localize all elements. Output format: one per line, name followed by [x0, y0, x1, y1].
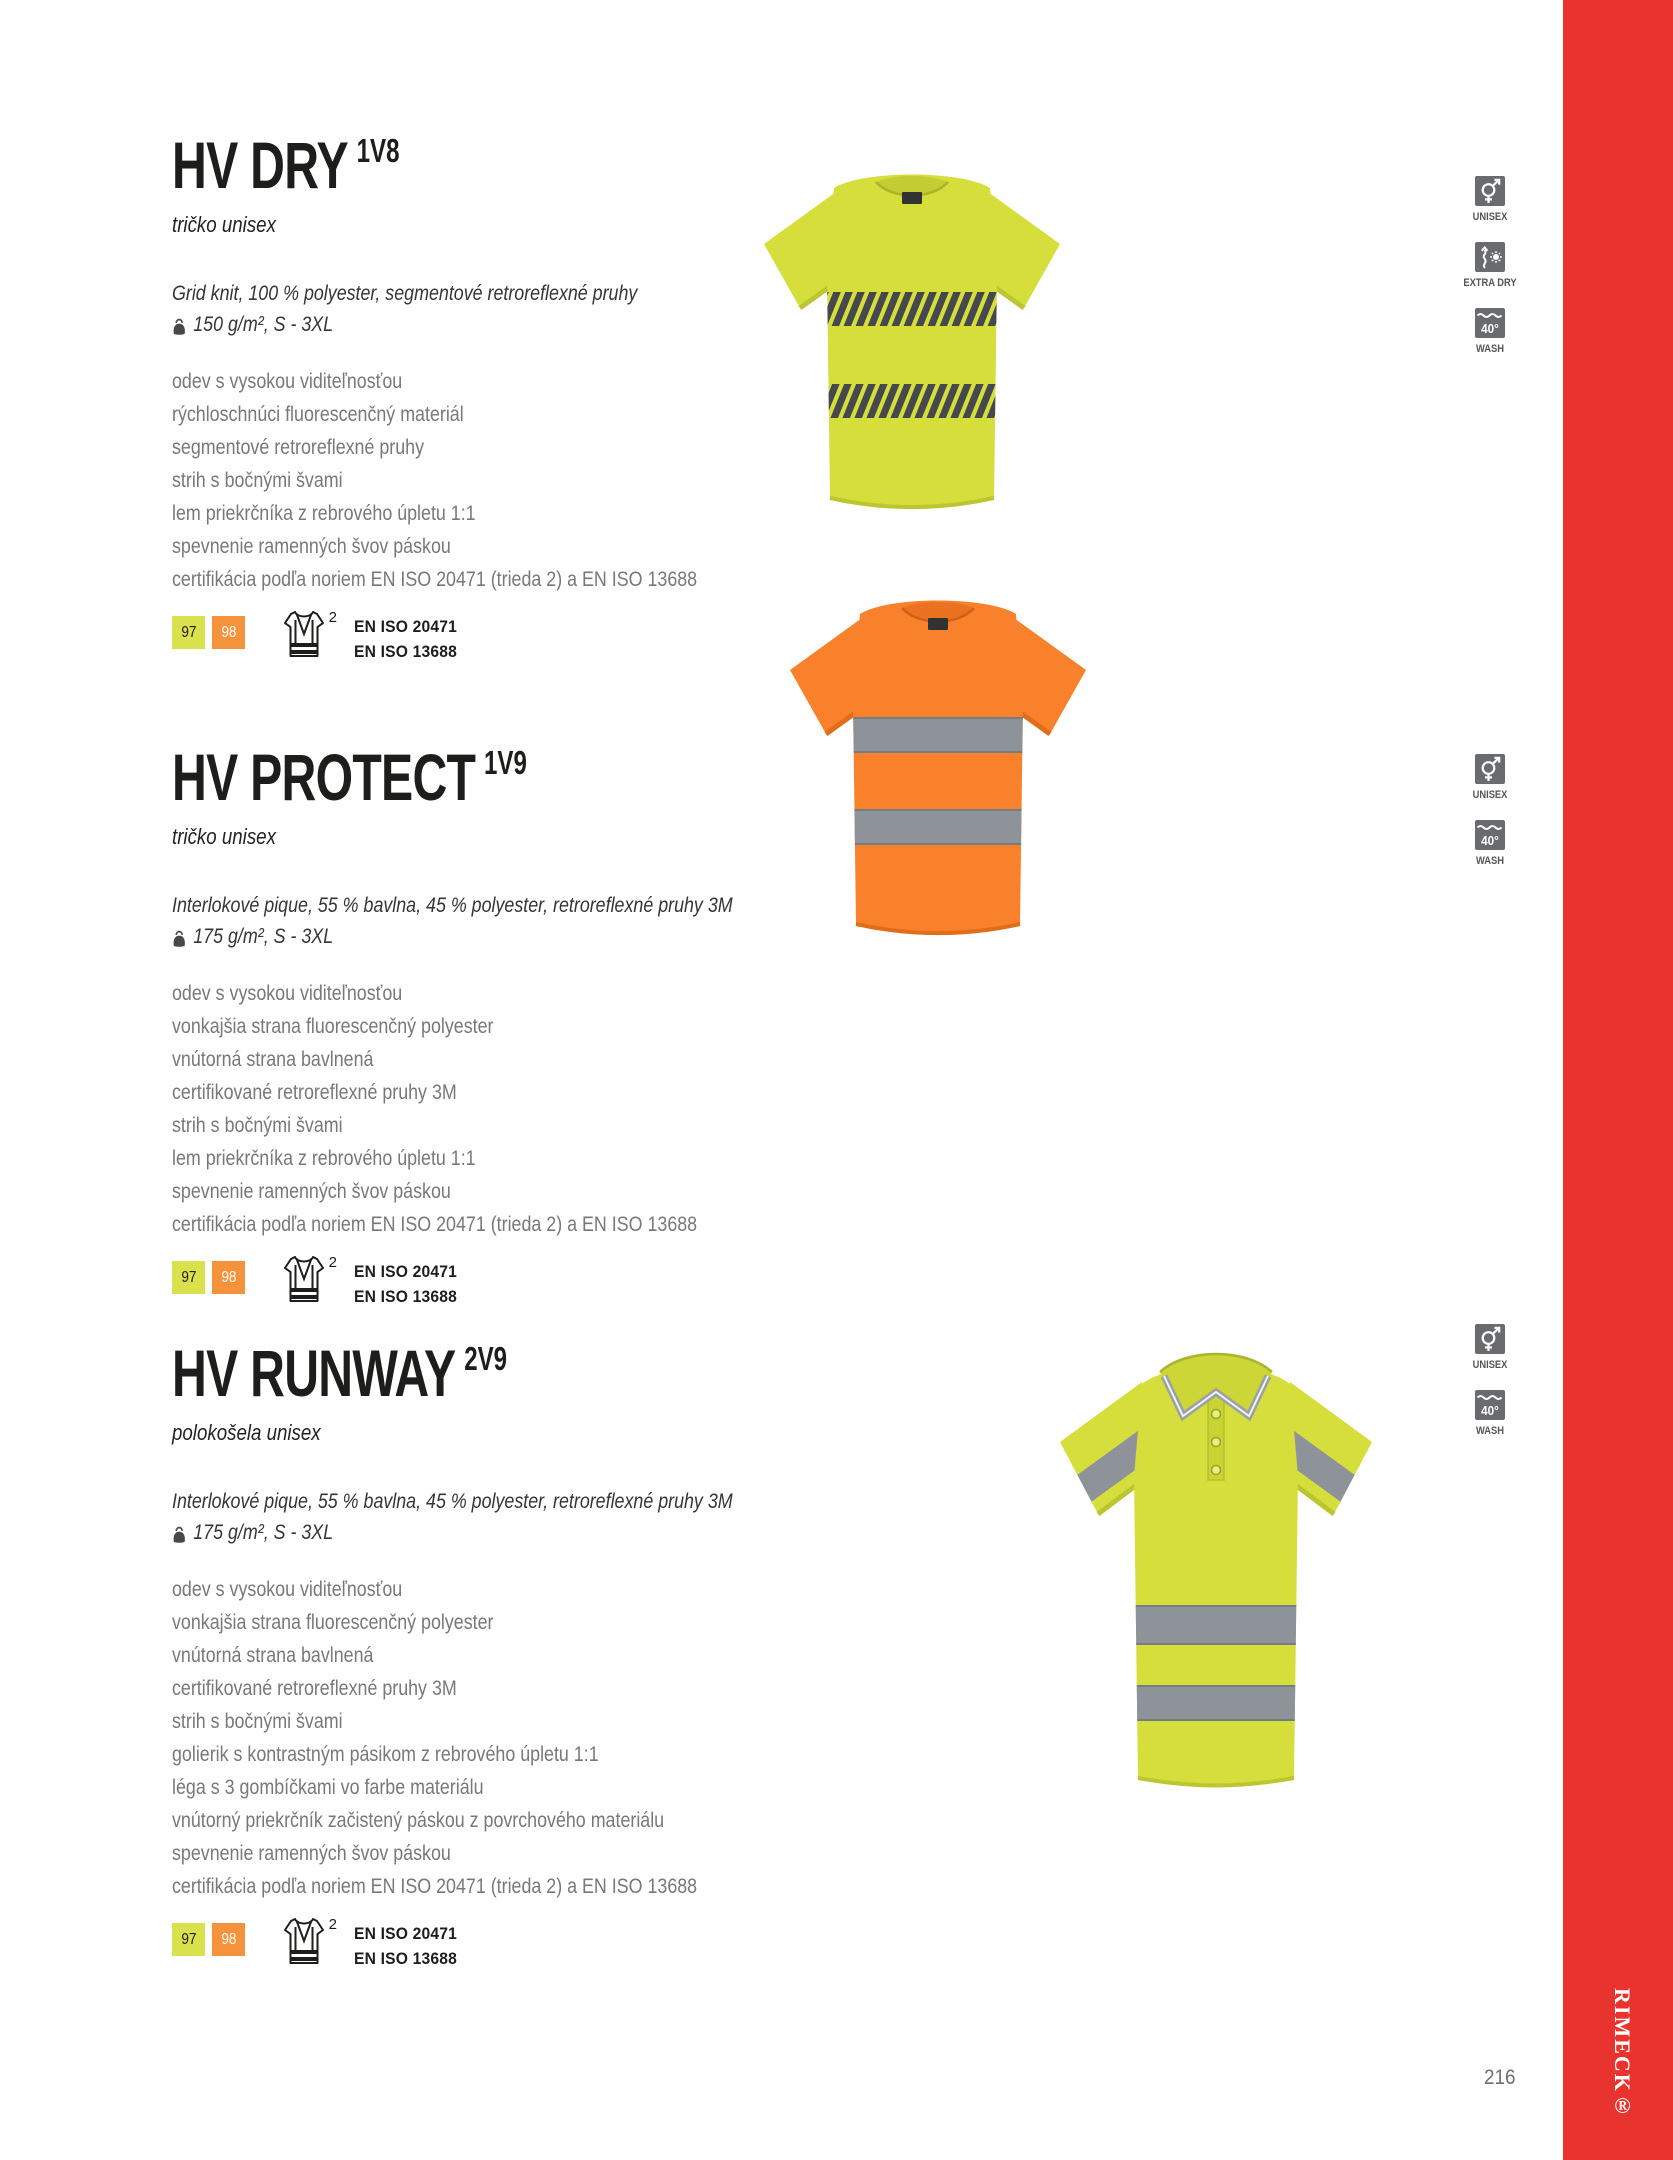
product-title [172, 1336, 698, 1410]
product-category: tričko unisex [172, 212, 276, 237]
wash-40-icon [1475, 820, 1505, 850]
wash-temperature: 40° [1481, 321, 1499, 336]
norms-block [354, 1921, 466, 1971]
weight-sizes: 175 g/m², S - 3XL [193, 925, 334, 948]
care-label: WASH [1475, 343, 1505, 355]
weight-sizes: 175 g/m², S - 3XL [193, 1521, 334, 1544]
feature: spevnenie ramenných švov páskou [172, 535, 451, 558]
feature: certifikované retroreflexné pruhy 3M [172, 1677, 457, 1700]
feature: vonkajšia strana fluorescenčný polyester [172, 1611, 494, 1634]
brand-logo: RIMECK® [1610, 1988, 1635, 2120]
feature: rýchloschnúci fluorescenčný materiál [172, 403, 464, 426]
color-swatch-97 [172, 1261, 205, 1294]
product-title [172, 740, 698, 814]
color-swatch-98 [212, 1923, 245, 1956]
care-label: WASH [1475, 1425, 1505, 1437]
product-photo-hv-runway [996, 1286, 1440, 1794]
feature: odev s vysokou viditeľnosťou [172, 1578, 403, 1601]
care-unisex [1452, 176, 1528, 223]
feature: certifikácia podľa noriem EN ISO 20471 (trieda 2) a EN ISO 13688 [172, 568, 698, 591]
weight-icon [172, 928, 186, 947]
feature: vnútorná strana bavlnená [172, 1644, 374, 1667]
swatch-code: 97 [180, 1930, 197, 1948]
feature: strih s bočnými švami [172, 1114, 343, 1137]
color-swatch-97 [172, 616, 205, 649]
norm-en-iso-13688: EN ISO 13688 [354, 642, 458, 661]
badges-row [172, 1916, 892, 1971]
norm-en-iso-20471: EN ISO 20471 [354, 1924, 458, 1943]
unisex-icon [1475, 754, 1505, 784]
weight-sizes: 150 g/m², S - 3XL [193, 313, 334, 336]
norm-en-iso-13688: EN ISO 13688 [354, 1949, 458, 1968]
feature: vnútorná strana bavlnená [172, 1048, 374, 1071]
wash-40-icon [1475, 1390, 1505, 1420]
care-label: UNISEX [1472, 1359, 1508, 1371]
norm-en-iso-20471: EN ISO 20471 [354, 1262, 458, 1281]
care-extra-dry [1452, 242, 1528, 289]
wash-40-icon [1475, 308, 1505, 338]
feature: odev s vysokou viditeľnosťou [172, 982, 403, 1005]
norm-en-iso-13688: EN ISO 13688 [354, 1287, 458, 1306]
vest-class: 2 [328, 1916, 337, 1933]
brand-sidebar [1563, 0, 1673, 2160]
feature: spevnenie ramenných švov páskou [172, 1842, 451, 1865]
swatch-code: 98 [220, 623, 237, 641]
product-category: polokošela unisex [172, 1420, 321, 1445]
weight-sizes-row [172, 1521, 784, 1545]
norms-block [354, 614, 466, 664]
feature: odev s vysokou viditeľnosťou [172, 370, 403, 393]
wash-temperature: 40° [1481, 1403, 1499, 1418]
product-code: 1V8 [356, 132, 400, 169]
product-code: 2V9 [464, 1340, 508, 1377]
wash-temperature: 40° [1481, 833, 1499, 848]
badges-row [172, 1254, 892, 1309]
color-swatch-97 [172, 1923, 205, 1956]
material-description: Interlokové pique, 55 % bavlna, 45 % polyester, retroreflexné pruhy 3M [172, 1490, 733, 1513]
safety-vest-icon [282, 609, 337, 658]
product-section-hv-runway [172, 1336, 892, 1971]
product-category: tričko unisex [172, 824, 276, 849]
feature: certifikácia podľa noriem EN ISO 20471 (trieda 2) a EN ISO 13688 [172, 1875, 698, 1898]
care-label: WASH [1475, 855, 1505, 867]
weight-sizes-row [172, 925, 784, 949]
care-wash-40 [1452, 1390, 1528, 1437]
weight-sizes-row [172, 313, 784, 337]
feature-list [172, 1573, 892, 1903]
vest-class: 2 [328, 1254, 337, 1271]
swatch-code: 98 [220, 1930, 237, 1948]
product-name: HV RUNWAY [172, 1336, 456, 1410]
care-wash-40 [1452, 820, 1528, 867]
product-name: HV PROTECT [172, 740, 476, 814]
care-label: EXTRA DRY [1463, 277, 1517, 289]
swatch-code: 98 [220, 1268, 237, 1286]
material-description: Interlokové pique, 55 % bavlna, 45 % polyester, retroreflexné pruhy 3M [172, 894, 733, 917]
feature: lem priekrčníka z rebrového úpletu 1:1 [172, 1147, 476, 1170]
weight-icon [172, 316, 186, 335]
color-swatch-98 [212, 1261, 245, 1294]
norm-en-iso-20471: EN ISO 20471 [354, 617, 458, 636]
swatch-code: 97 [180, 1268, 197, 1286]
care-icons-hv-protect [1452, 754, 1528, 886]
feature: lem priekrčníka z rebrového úpletu 1:1 [172, 502, 476, 525]
page-number: 216 [1484, 2066, 1516, 2089]
feature: golierik s kontrastným pásikom z rebrového úpletu 1:1 [172, 1743, 599, 1766]
feature: certifikácia podľa noriem EN ISO 20471 (trieda 2) a EN ISO 13688 [172, 1213, 698, 1236]
care-label: UNISEX [1472, 789, 1508, 801]
swatch-code: 97 [180, 623, 197, 641]
feature-list [172, 977, 892, 1241]
care-label: UNISEX [1472, 211, 1508, 223]
feature: léga s 3 gombíčkami vo farbe materiálu [172, 1776, 484, 1799]
product-code: 1V9 [483, 744, 527, 781]
care-wash-40 [1452, 308, 1528, 355]
care-unisex [1452, 1324, 1528, 1371]
feature: certifikované retroreflexné pruhy 3M [172, 1081, 457, 1104]
product-photo-hv-protect [736, 548, 1140, 940]
feature: strih s bočnými švami [172, 469, 343, 492]
color-swatch-98 [212, 616, 245, 649]
feature: segmentové retroreflexné pruhy [172, 436, 425, 459]
product-title [172, 128, 698, 202]
weight-icon [172, 1524, 186, 1543]
product-name: HV DRY [172, 128, 348, 202]
norms-block [354, 1259, 466, 1309]
unisex-icon [1475, 176, 1505, 206]
feature: spevnenie ramenných švov páskou [172, 1180, 451, 1203]
product-photo-hv-dry [710, 122, 1114, 514]
feature: vnútorný priekrčník začistený páskou z povrchového materiálu [172, 1809, 665, 1832]
vest-class: 2 [328, 609, 337, 626]
unisex-icon [1475, 1324, 1505, 1354]
care-icons-hv-runway [1452, 1324, 1528, 1456]
safety-vest-icon [282, 1916, 337, 1965]
care-icons-hv-dry [1452, 176, 1528, 374]
feature: vonkajšia strana fluorescenčný polyester [172, 1015, 494, 1038]
material-description: Grid knit, 100 % polyester, segmentové retroreflexné pruhy [172, 282, 638, 305]
feature: strih s bočnými švami [172, 1710, 343, 1733]
safety-vest-icon [282, 1254, 337, 1303]
care-unisex [1452, 754, 1528, 801]
extra-dry-icon [1475, 242, 1505, 272]
